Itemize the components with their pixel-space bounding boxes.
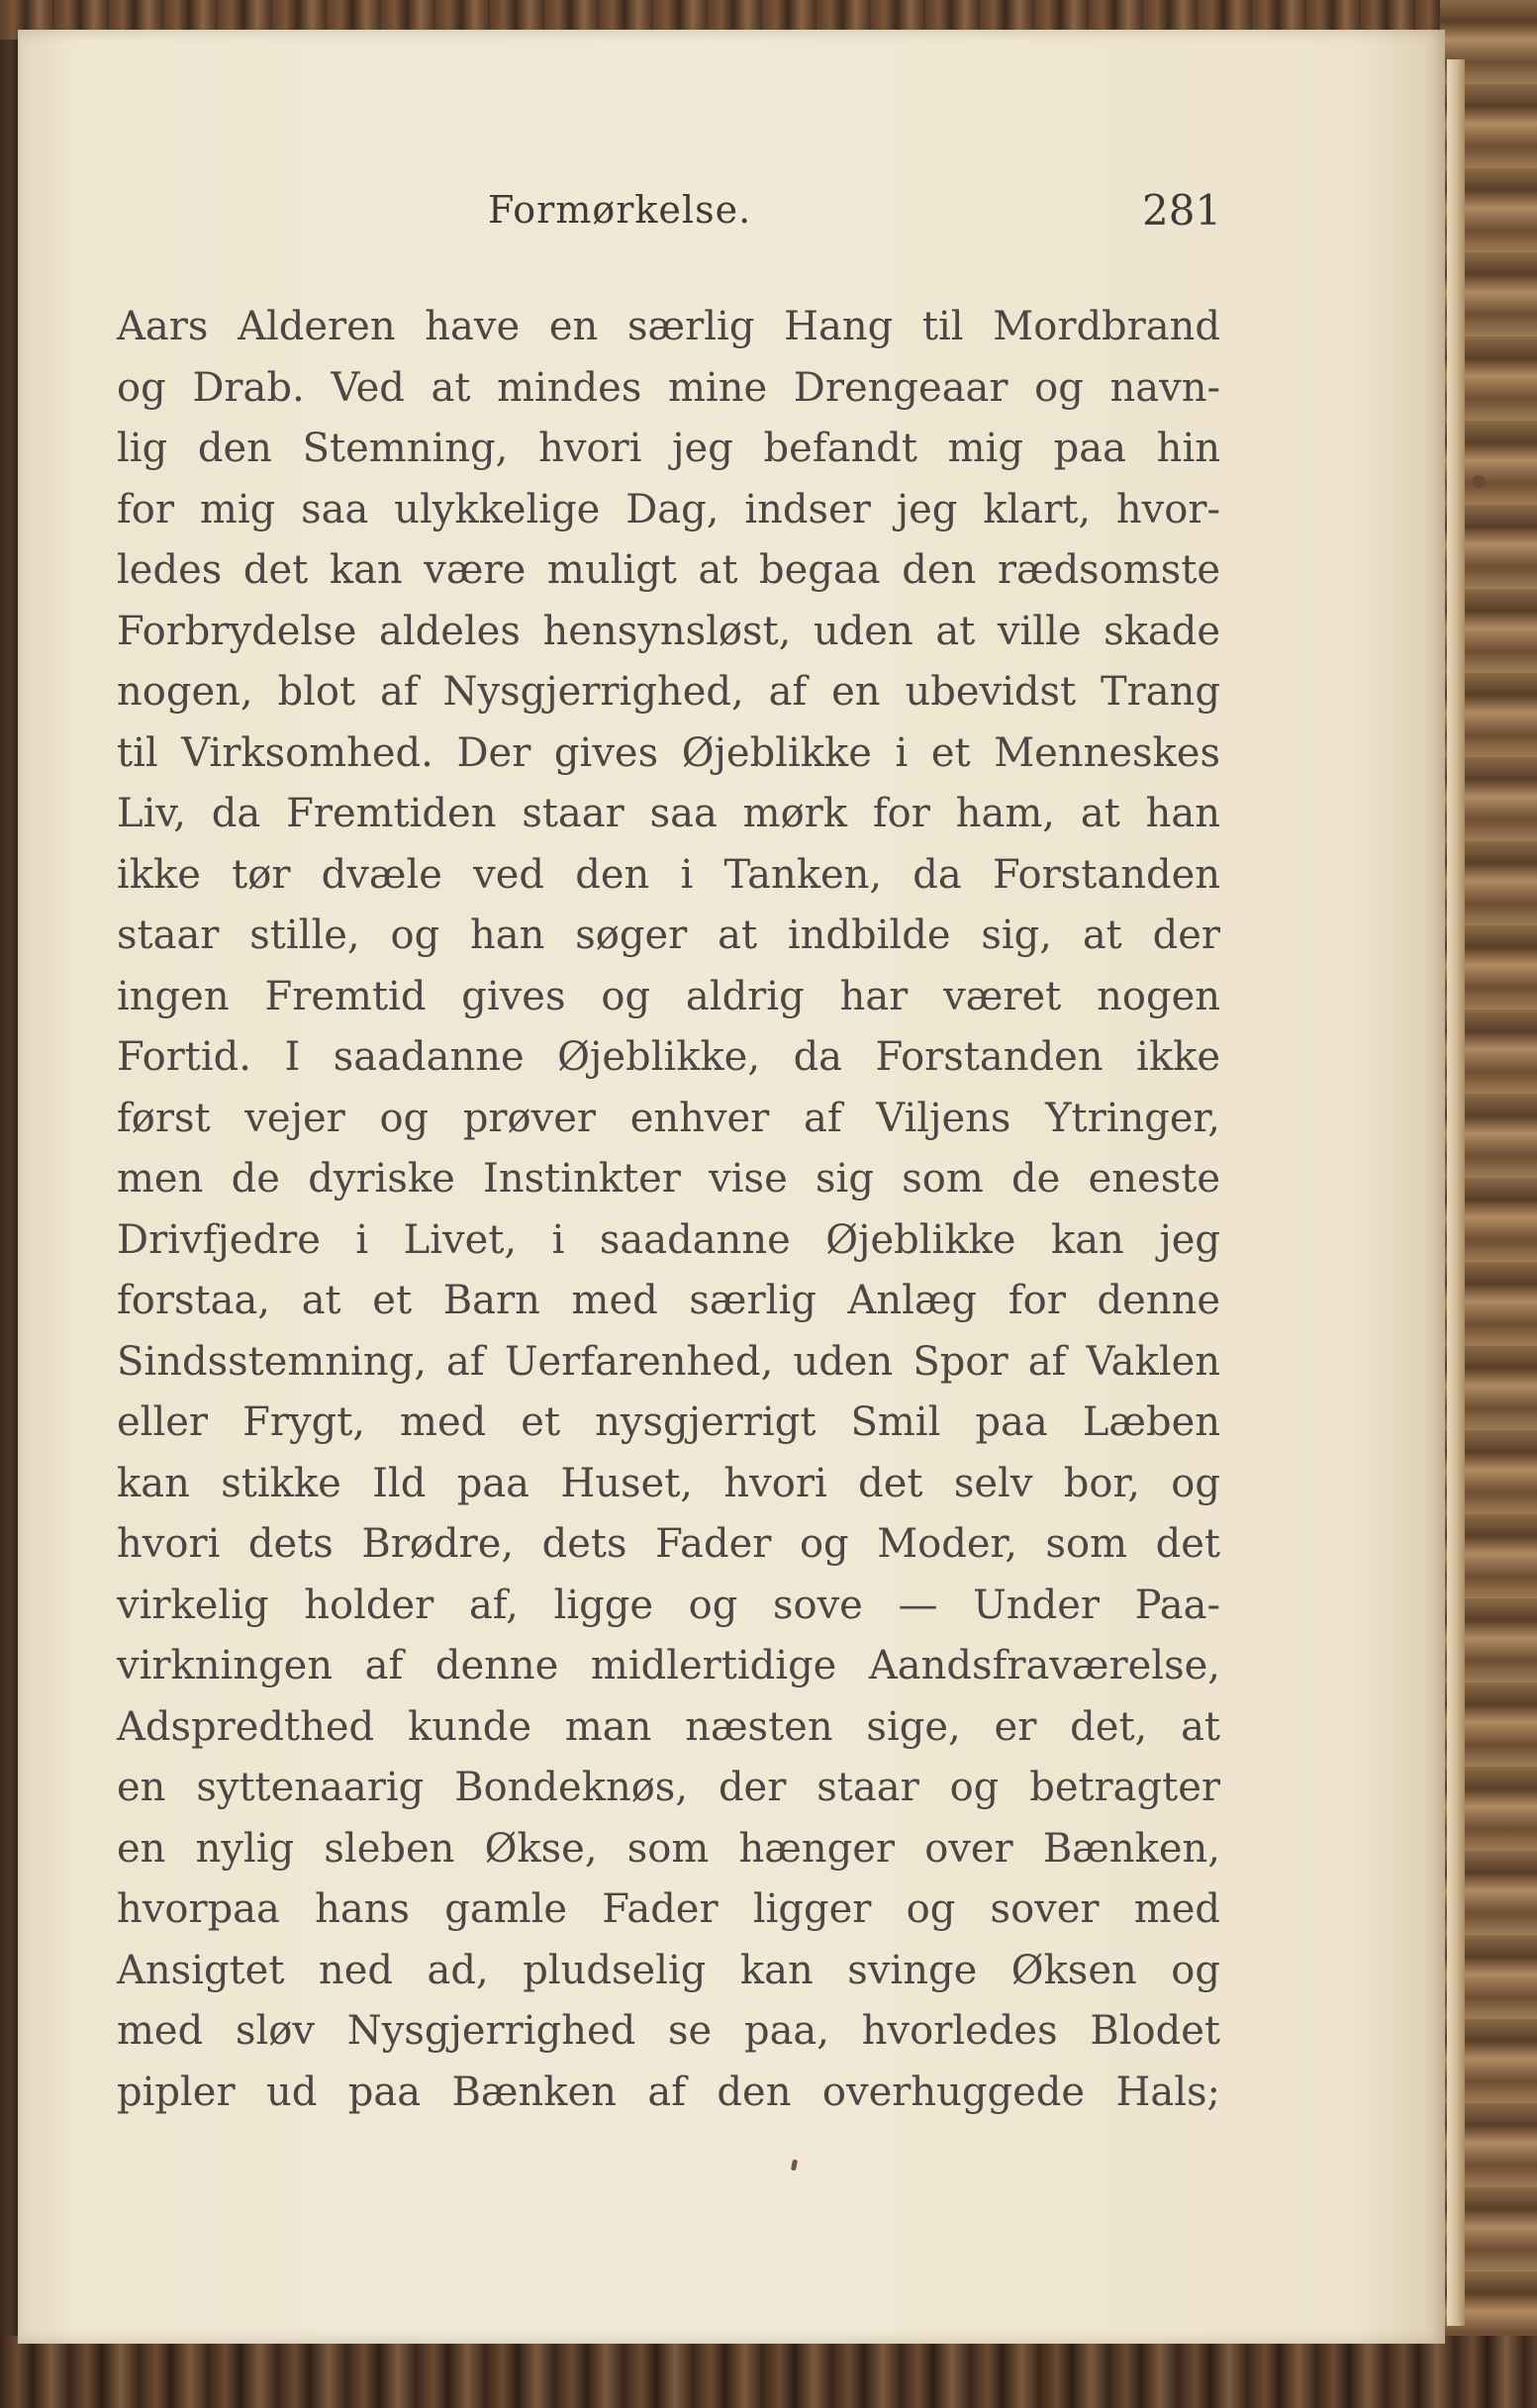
text-line: men de dyriske Instinkter vise sig som de eneste xyxy=(117,1156,1220,1202)
text-line: Liv, da Fremtiden staar saa mørk for ham, at han xyxy=(117,791,1220,836)
text-line: Adspredthed kunde man næsten sige, er det, at xyxy=(117,1703,1220,1750)
text-line: Forbrydelse aldeles hensynsløst, uden at ville skade xyxy=(117,608,1220,654)
text-line: Aars Alderen have en særlig Hang til Mordbrand xyxy=(117,304,1220,349)
running-title: Formørkelse. xyxy=(488,188,752,232)
text-line: ingen Fremtid gives og aldrig har været nogen xyxy=(117,973,1220,1019)
text-line: virkningen af denne midlertidige Aandsfraværelse, xyxy=(117,1643,1220,1688)
text-line: for mig saa ulykkelige Dag, indser jeg klart, hvor- xyxy=(117,486,1220,532)
page-number: 281 xyxy=(1142,186,1222,235)
text-line: ikke tør dvæle ved den i Tanken, da Forstanden xyxy=(117,851,1220,898)
text-line: ledes det kan være muligt at begaa den rædsomste xyxy=(117,547,1220,593)
text-line: nogen, blot af Nysgjerrighed, af en ubevidst Trang xyxy=(117,669,1220,715)
text-line: Drivfjedre i Livet, i saadanne Øjeblikke kan jeg xyxy=(117,1216,1220,1263)
text-line: en syttenaarig Bondeknøs, der staar og betragter xyxy=(117,1765,1220,1810)
text-line: staar stille, og han søger at indbilde sig, at der xyxy=(117,913,1220,958)
page-stack-edge xyxy=(1447,59,1465,2326)
page-sheet xyxy=(18,30,1445,2344)
text-line: Fortid. I saadanne Øjeblikke, da Forstanden ikke xyxy=(117,1034,1220,1080)
ink-speck xyxy=(791,2160,798,2171)
book-cover-bottom-edge xyxy=(0,2336,1537,2408)
text-line: eller Frygt, med et nysgjerrigt Smil paa Læben xyxy=(117,1399,1220,1445)
text-line: med sløv Nysgjerrighed se paa, hvorledes Blodet xyxy=(117,2008,1220,2054)
body-text xyxy=(117,297,1220,2123)
text-line: lig den Stemning, hvori jeg befandt mig paa hin xyxy=(117,426,1220,471)
text-line: Ansigtet ned ad, pludselig kan svinge Øksen og xyxy=(117,1947,1220,1993)
text-line: Sindsstemning, af Uerfarenhed, uden Spor af Vaklen xyxy=(117,1338,1220,1385)
text-line: først vejer og prøver enhver af Viljens Ytringer, xyxy=(117,1095,1220,1141)
text-line: og Drab. Ved at mindes mine Drengeaar og navn- xyxy=(117,364,1220,411)
text-line: kan stikke Ild paa Huset, hvori det selv bor, og xyxy=(117,1460,1220,1506)
text-line: en nylig sleben Økse, som hænger over Bænken, xyxy=(117,1825,1220,1872)
text-line: pipler ud paa Bænken af den overhuggede Hals; xyxy=(117,2069,1220,2115)
text-line: hvori dets Brødre, dets Fader og Moder, som det xyxy=(117,1521,1220,1567)
text-line: hvorpaa hans gamle Fader ligger og sover med xyxy=(117,1886,1220,1932)
text-line: forstaa, at et Barn med særlig Anlæg for denne xyxy=(117,1278,1220,1323)
text-line: virkelig holder af, ligge og sove — Under Paa- xyxy=(117,1582,1220,1628)
text-line: til Virksomhed. Der gives Øjeblikke i et Menneskes xyxy=(117,729,1220,776)
